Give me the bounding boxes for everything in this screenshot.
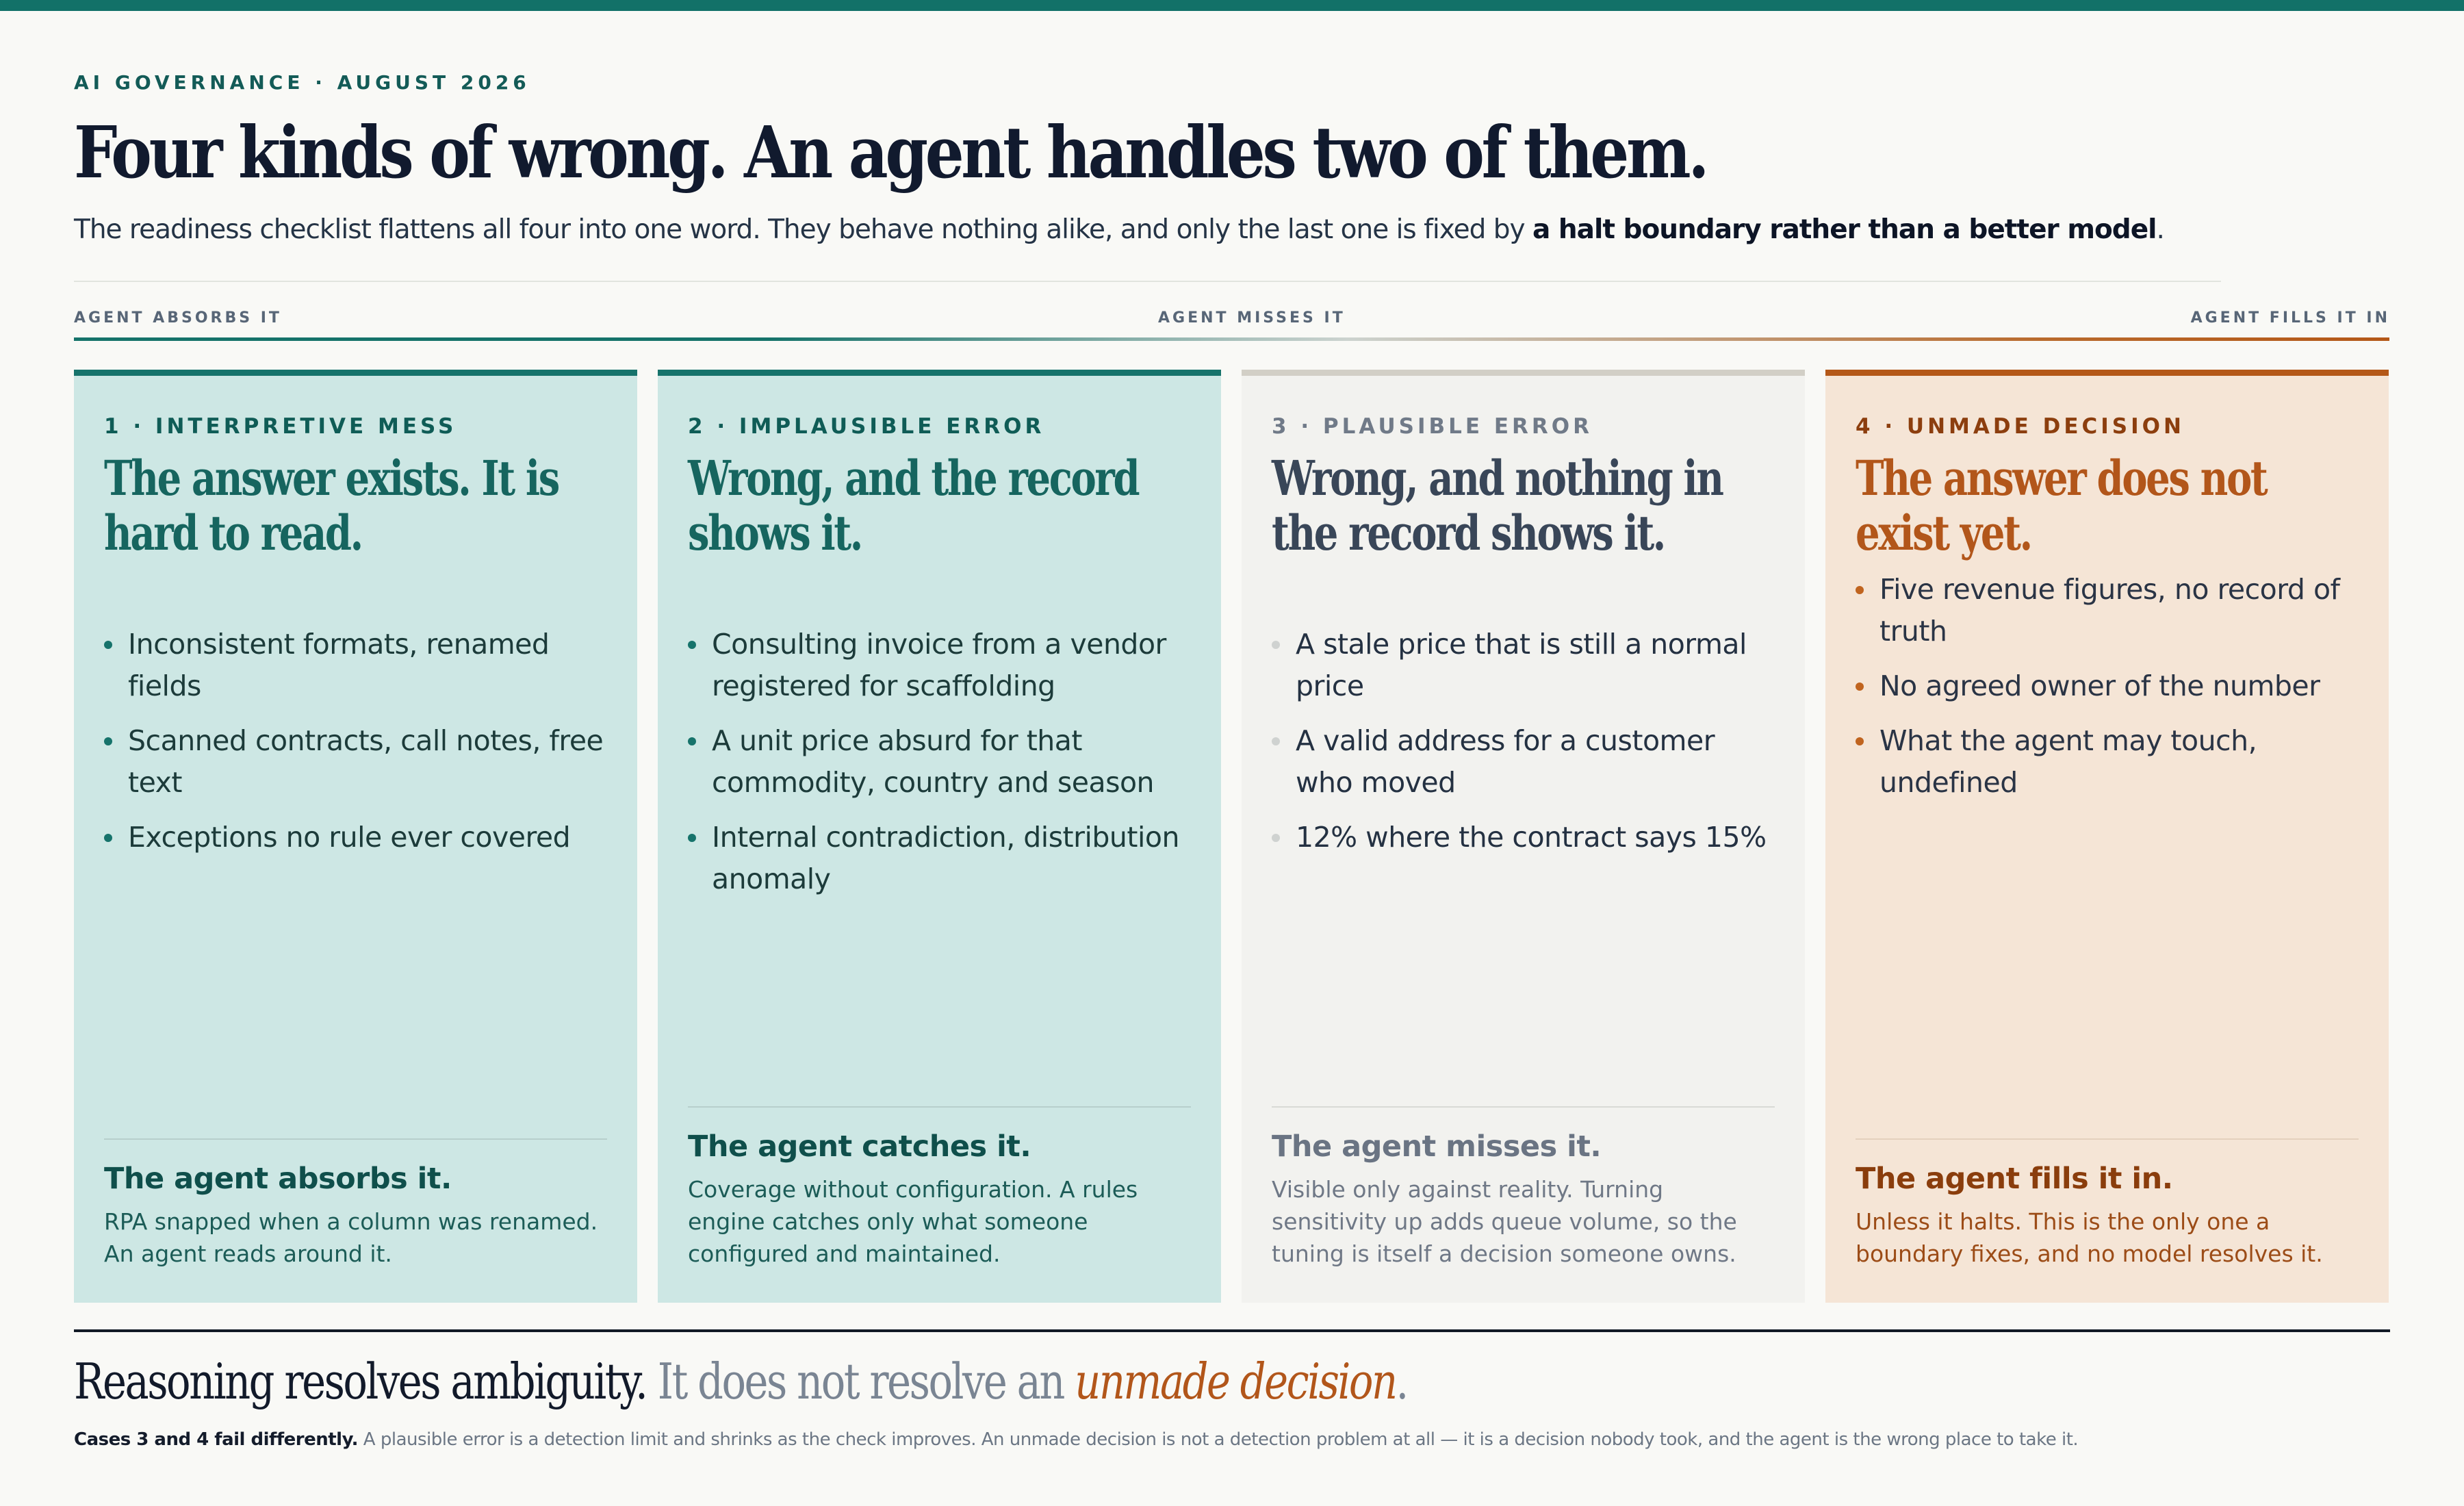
scale-label-absorbs: AGENT ABSORBS IT — [74, 309, 282, 327]
scale-label-fills: AGENT FILLS IT IN — [2190, 309, 2390, 327]
card-footer — [104, 1138, 607, 1270]
card-title: Wrong, and the record shows it. — [688, 450, 1139, 561]
closing-part-1: Reasoning resolves ambiguity. — [74, 1353, 647, 1410]
card-kicker: 3 · PLAUSIBLE ERROR — [1272, 414, 1593, 439]
card-title: Wrong, and nothing in the record shows it. — [1272, 450, 1723, 561]
card-verdict: The agent misses it. — [1272, 1130, 1602, 1164]
card-bullets — [688, 624, 1191, 900]
bullet-item: Scanned contracts, call notes, free text — [104, 720, 607, 804]
card-unmade-decision — [1825, 370, 2389, 1303]
card-verdict: The agent absorbs it. — [104, 1162, 452, 1196]
gradient-scale-bar — [74, 337, 2389, 341]
closing-emphasis: unmade decision — [1075, 1353, 1396, 1410]
footer-divider — [1272, 1106, 1775, 1108]
card-interpretive-mess — [74, 370, 637, 1303]
card-title: The answer exists. It is hard to read. — [104, 450, 559, 561]
bullet-item: Consulting invoice from a vendor registered for scaffolding — [688, 624, 1191, 707]
header-divider — [74, 281, 2221, 282]
bullet-item: What the agent may touch, undefined — [1856, 720, 2359, 804]
card-implausible-error — [658, 370, 1221, 1303]
card-bullets — [1272, 624, 1775, 858]
bullet-item: A unit price absurd for that commodity, country and season — [688, 720, 1191, 804]
footnote-text: A plausible error is a detection limit and shrinks as the check improves. An unmade decision is not a detection problem at all — it is a decision nobody took, and the agent is the wrong place to take it. — [358, 1429, 2079, 1450]
card-footer — [1272, 1106, 1775, 1270]
card-verdict-detail: Unless it halts. This is the only one a boundary fixes, and no model resolves it. — [1856, 1208, 2323, 1267]
card-footer — [688, 1106, 1191, 1270]
card-verdict-detail: Visible only against reality. Turning sensitivity up adds queue volume, so the tuning is itself a decision someone owns. — [1272, 1176, 1737, 1267]
card-bullets — [104, 624, 607, 858]
bullet-item: A valid address for a customer who moved — [1272, 720, 1775, 804]
footnote-lead: Cases 3 and 4 fail differently. — [74, 1429, 359, 1450]
deck-end: . — [2156, 214, 2164, 245]
cards-row — [74, 370, 2390, 1303]
card-kicker: 2 · IMPLAUSIBLE ERROR — [688, 414, 1045, 439]
deck-lead: The readiness checklist flattens all four into one word. They behave nothing alike, and only the last one is fixed by — [74, 214, 1525, 245]
card-verdict-detail: Coverage without configuration. A rules engine catches only what someone configured and maintained. — [688, 1176, 1138, 1267]
footer-divider — [1856, 1138, 2359, 1140]
bullet-item: No agreed owner of the number — [1856, 665, 2359, 707]
closing-divider — [74, 1329, 2390, 1332]
card-title: The answer does not exist yet. — [1856, 450, 2267, 561]
closing-part-2: It does not resolve an — [646, 1353, 1075, 1410]
section-kicker: AI GOVERNANCE · AUGUST 2026 — [74, 71, 530, 94]
bullet-item: Five revenue figures, no record of truth — [1856, 569, 2359, 652]
closing-part-4: . — [1396, 1353, 1407, 1410]
card-footer — [1856, 1138, 2359, 1270]
card-kicker: 4 · UNMADE DECISION — [1856, 414, 2185, 439]
card-verdict-detail: RPA snapped when a column was renamed. An agent reads around it. — [104, 1208, 598, 1267]
bullet-item: A stale price that is still a normal price — [1272, 624, 1775, 707]
bullet-item: Internal contradiction, distribution anomaly — [688, 817, 1191, 900]
footer-divider — [104, 1138, 607, 1140]
footnote — [74, 1427, 2333, 1452]
page-title: Four kinds of wrong. An agent handles two of them. — [74, 110, 1707, 194]
top-accent-bar — [0, 0, 2464, 11]
card-bullets — [1856, 569, 2359, 804]
bullet-item: Exceptions no rule ever covered — [104, 817, 607, 858]
deck — [74, 212, 2333, 248]
card-verdict: The agent fills it in. — [1856, 1162, 2173, 1196]
bullet-item: 12% where the contract says 15% — [1272, 817, 1775, 858]
deck-emphasis: a halt boundary rather than a better model — [1532, 214, 2157, 245]
scale-label-misses: AGENT MISSES IT — [1158, 309, 1346, 327]
card-verdict: The agent catches it. — [688, 1130, 1031, 1164]
card-plausible-error — [1242, 370, 1805, 1303]
footer-divider — [688, 1106, 1191, 1108]
card-kicker: 1 · INTERPRETIVE MESS — [104, 414, 457, 439]
closing-statement — [74, 1349, 1421, 1414]
bullet-item: Inconsistent formats, renamed fields — [104, 624, 607, 707]
